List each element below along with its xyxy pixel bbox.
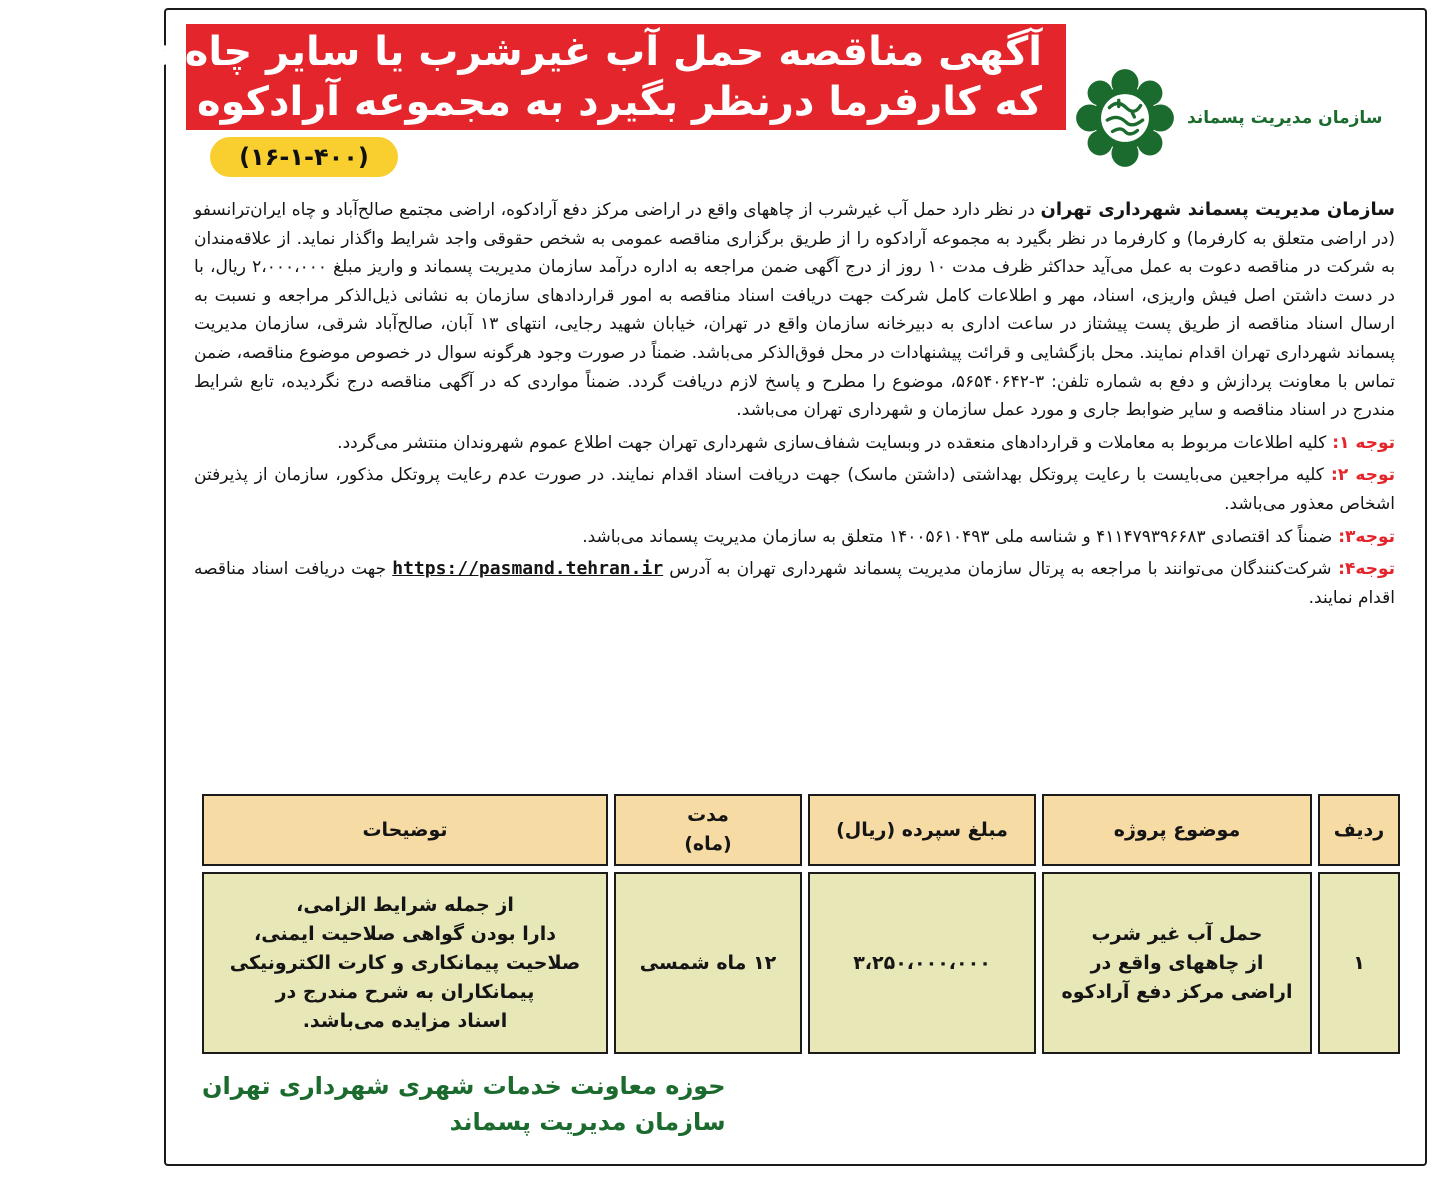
advertisement-frame — [0, 8, 1427, 1166]
note-1 — [194, 429, 1395, 458]
footer-line-1: حوزه معاونت خدمات شهری شهرداری تهران — [202, 1072, 726, 1100]
cell-amount: ۳،۲۵۰،۰۰۰،۰۰۰ — [808, 872, 1036, 1054]
header-notes: توضیحات — [202, 794, 608, 866]
title-line-2: که کارفرما درنظر بگیرد به مجموعه آرادکوه — [197, 79, 1042, 125]
note-3-label: توجه۳: — [1332, 526, 1395, 547]
tender-code-badge: (۱۶-۱-۴۰۰) — [210, 137, 398, 177]
intro-paragraph — [194, 196, 1395, 425]
cell-duration: ۱۲ ماه شمسی — [614, 872, 802, 1054]
cell-notes-line-4: پیمانکاران به شرح مندرج در — [275, 980, 535, 1003]
cell-notes-line-2: دارا بودن گواهی صلاحیت ایمنی، — [254, 922, 556, 945]
cell-notes-line-5: اسناد مزایده می‌باشد. — [302, 1009, 508, 1032]
header-duration-line-2: (ماه) — [684, 833, 732, 855]
note-1-text: کلیه اطلاعات مربوط به معاملات و قراردادهای منعقده در وبسایت شفاف‌سازی شهرداری تهران جهت اطلاع عموم شهروندان منتشر می‌گردد. — [337, 432, 1327, 453]
footer-signature — [202, 1068, 726, 1140]
note-1-label: توجه ۱: — [1326, 432, 1395, 453]
intro-text: در نظر دارد حمل آب غیرشرب از چاههای واقع در اراضی مرکز دفع آرادکوه، اراضی مجتمع صالح‌آباد و چاه ایران‌ترانسفو (در اراضی متعلق به کارفرما) و کارفرما در نظر بگیرد به مجموعه آرادکوه را از طریق برگزاری مناقصه عمومی به شخص حقوقی واجد شرایط واگذار نماید. از علاقه‌مندان به شرکت در مناقصه دعوت به عمل می‌آید حداکثر ظرف مدت ۱۰ روز از درج آگهی ضمن مراجعه به اداره درآمد سازمان مدیریت پسماند و واریز مبلغ ۲،۰۰۰،۰۰۰ ریال، با در دست داشتن اصل فیش واریزی، اسناد، مهر و اطلاعات کامل شرکت جهت دریافت اسناد مناقصه به امور قراردادهای سازمان به نشانی ذیل‌الذکر مراجعه و نسبت به ارسال اسناد مناقصه از طریق پست پیشتاز در ساعت اداری به دبیرخانه سازمان واقع در تهران، خیابان شهید رجایی، انتهای ۱۳ آبان، صالح‌آباد شرقی، سازمان مدیریت پسماند شهرداری تهران اقدام نمایند. محل بازگشایی و قرائت پیشنهادات در محل فوق‌الذکر می‌باشد. ضمناً در صورت وجود هرگونه سوال در خصوص موضوع مناقصه، ضمن تماس با معاونت پردازش و دفع به شماره تلفن: ۳-۵۶۵۴۰۶۴۲، موضوع را مطرح و پاسخ لازم دریافت گردد. ضمناً مواردی که در آگهی مناقصه درج نگردیده، تابع شرایط مندرج در اسناد مناقصه و سایر ضوابط جاری و مورد عمل سازمان و شهرداری تهران می‌باشد. — [194, 200, 1396, 421]
title-banner — [0, 24, 1066, 130]
note-4 — [194, 555, 1395, 612]
title-line-1: آگهی مناقصه حمل آب غیرشرب یا سایر چاه‌های مجاز — [0, 29, 1042, 75]
note-3-text: ضمناً کد اقتصادی ۴۱۱۴۷۹۳۹۶۶۸۳ و شناسه ملی ۱۴۰۰۵۶۱۰۴۹۳ متعلق به سازمان مدیریت پسماند می‌باشد. — [582, 526, 1333, 547]
cell-subject-line-1: حمل آب غیر شرب — [1091, 922, 1263, 945]
note-2-label: توجه ۲: — [1323, 465, 1395, 486]
header-radif: ردیف — [1318, 794, 1400, 866]
cell-radif: ۱ — [1318, 872, 1400, 1054]
note-4-label: توجه۴: — [1331, 559, 1395, 580]
cell-subject-line-2: از چاههای واقع در — [1090, 951, 1264, 974]
intro-organization-name: سازمان مدیریت پسماند شهرداری تهران — [1040, 199, 1395, 220]
header-amount: مبلغ سپرده (ریال) — [808, 794, 1036, 866]
cell-subject-line-3: اراضی مرکز دفع آرادکوه — [1061, 980, 1293, 1003]
cell-notes-line-3: صلاحیت پیمانکاری و کارت الکترونیکی — [229, 951, 581, 974]
footer-line-2: سازمان مدیریت پسماند — [449, 1108, 726, 1136]
header-duration-line-1: مدت — [687, 804, 729, 826]
portal-url-link[interactable]: https://pasmand.tehran.ir — [392, 558, 664, 580]
cell-subject — [1042, 872, 1312, 1054]
tender-table-wrapper — [196, 788, 1406, 1060]
header-duration — [614, 794, 802, 866]
note-4-text: شرکت‌کنندگان می‌توانند با مراجعه به پرتال سازمان مدیریت پسماند شهرداری تهران به آدرس — [663, 559, 1332, 580]
header-subject: موضوع پروژه — [1042, 794, 1312, 866]
table-row — [202, 872, 1400, 1054]
organization-logo-area — [1073, 48, 1403, 188]
note-2-text: کلیه مراجعین می‌بایست با رعایت پروتکل بهداشتی (داشتن ماسک) جهت دریافت اسناد اقدام نمایند. در صورت عدم رعایت پروتکل مذکور، سازمان از پذیرفتن اشخاص معذور می‌باشد. — [194, 465, 1395, 514]
note-4-text-after: جهت دریافت اسناد مناقصه اقدام نمایند. — [194, 559, 1395, 608]
tender-table — [196, 788, 1406, 1060]
note-3 — [194, 523, 1395, 552]
cell-notes — [202, 872, 608, 1054]
table-header-row — [202, 794, 1400, 866]
tehran-municipality-logo-icon — [1073, 66, 1177, 170]
cell-notes-line-1: از جمله شرایط الزامی، — [296, 893, 514, 916]
announcement-body — [194, 196, 1395, 612]
organization-name-small: سازمان مدیریت پسماند — [1187, 108, 1383, 128]
note-2 — [194, 461, 1395, 518]
